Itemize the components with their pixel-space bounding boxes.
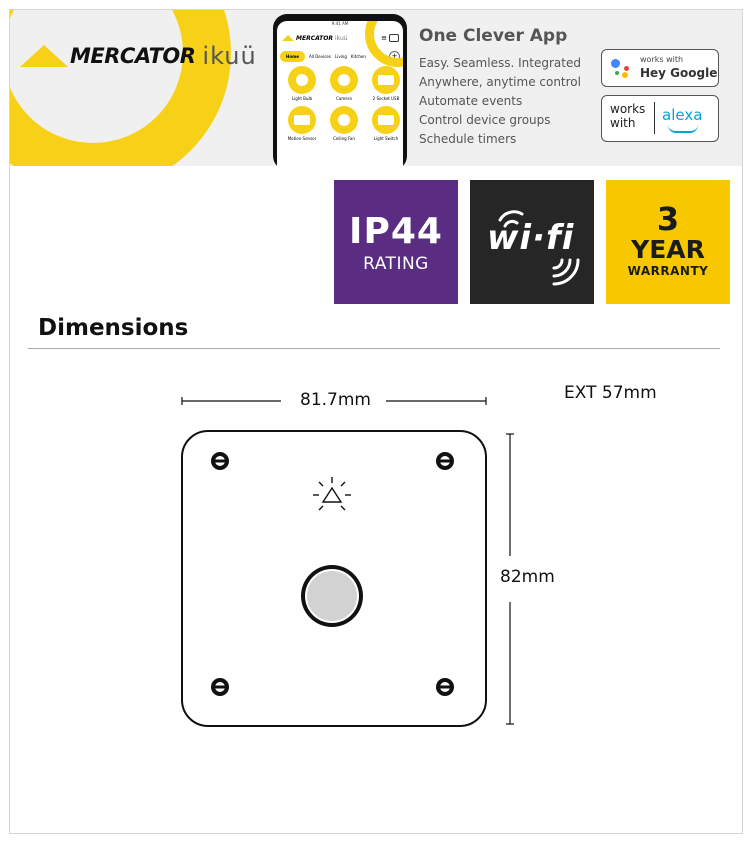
device-tile[interactable] (367, 66, 403, 104)
section-divider (28, 348, 720, 349)
dimension-drawing (10, 350, 742, 830)
logo-product-text: ikuü (202, 42, 257, 70)
wifi-signal-icon (470, 180, 594, 304)
phone-brand: MERCATOR (296, 34, 333, 42)
warranty-year-text: YEAR (631, 235, 705, 264)
device-label: Light Switch (373, 136, 399, 141)
app-feature: Automate events (419, 94, 523, 108)
alexa-works-text: works (610, 102, 646, 116)
extension-dimension-label: EXT 57mm (564, 383, 657, 403)
camera-icon (330, 66, 358, 94)
device-tile[interactable] (283, 66, 321, 104)
screw-icon (211, 678, 229, 696)
google-badge (601, 49, 719, 87)
device-tile[interactable] (367, 106, 403, 144)
tab-home[interactable]: Home (280, 51, 305, 62)
app-feature: Anywhere, anytime control (419, 75, 581, 89)
warranty-tile (606, 180, 730, 304)
product-sheet (9, 9, 743, 834)
alexa-with-text: with (610, 116, 636, 130)
brand-logo (20, 42, 257, 70)
google-badge-big-text: Hey Google (640, 66, 718, 80)
ceiling-fan-icon (330, 106, 358, 134)
height-dimension-label: 82mm (500, 567, 555, 587)
warranty-years-number: 3 (656, 200, 680, 238)
device-tile[interactable] (325, 106, 363, 144)
width-dimension-label: 81.7mm (300, 390, 371, 410)
yellow-ring-decoration (10, 10, 231, 166)
ip-rating-value: IP44 (349, 211, 443, 252)
dimensions-title: Dimensions (38, 315, 189, 341)
app-banner (10, 10, 742, 166)
device-label: Ceiling Fan (333, 136, 355, 141)
wifi-text: wi·fi (487, 218, 575, 258)
device-tile[interactable] (325, 66, 363, 104)
screw-icon (436, 452, 454, 470)
device-tile[interactable] (283, 106, 321, 144)
app-feature: Easy. Seamless. Integrated (419, 56, 581, 70)
device-label: 2 Socket USB (372, 96, 400, 101)
google-badge-small-text: works with (640, 55, 684, 64)
app-feature: Control device groups (419, 113, 551, 127)
phone-product: ikuü (334, 34, 348, 42)
ip44-rating-tile (334, 180, 458, 304)
add-device-icon[interactable]: + (389, 51, 400, 62)
alexa-badge (601, 95, 719, 142)
tab-kitchen[interactable]: Kitchen (350, 53, 366, 59)
device-label: Motion Sensor (287, 136, 317, 141)
app-feature: Schedule timers (419, 132, 517, 146)
app-info (419, 26, 581, 149)
phone-screen (277, 21, 403, 166)
device-label: Light Bulb (291, 96, 313, 101)
motion-sensor-icon (288, 106, 316, 134)
google-assistant-icon (611, 57, 631, 79)
menu-icon[interactable]: ≡ (381, 34, 387, 42)
socket-icon (372, 66, 400, 94)
alexa-smile-icon (668, 125, 698, 133)
device-grid (277, 64, 403, 146)
logo-triangle-icon (20, 45, 68, 67)
warranty-label: WARRANTY (627, 264, 709, 278)
device-label: Camera (336, 96, 352, 101)
phone-logo-icon (282, 35, 294, 41)
wifi-tile (470, 180, 594, 304)
light-bulb-icon (288, 66, 316, 94)
logo-brand-text: MERCATOR (70, 44, 196, 68)
light-switch-icon (372, 106, 400, 134)
phone-mockup (273, 14, 407, 166)
push-button-icon (301, 565, 363, 627)
phone-status-bar: 9:41 AM (331, 21, 349, 26)
alexa-works-with (610, 102, 645, 130)
chat-icon[interactable] (389, 34, 399, 42)
screw-icon (436, 678, 454, 696)
alexa-brand-text: alexa (662, 106, 703, 124)
phone-header (277, 28, 403, 48)
ip-rating-label: RATING (363, 254, 429, 274)
alexa-divider (654, 102, 655, 134)
tab-all-devices[interactable]: All Devices (308, 53, 331, 59)
screw-icon (211, 452, 229, 470)
tab-living[interactable]: Living (334, 53, 347, 59)
app-info-title: One Clever App (419, 26, 568, 46)
